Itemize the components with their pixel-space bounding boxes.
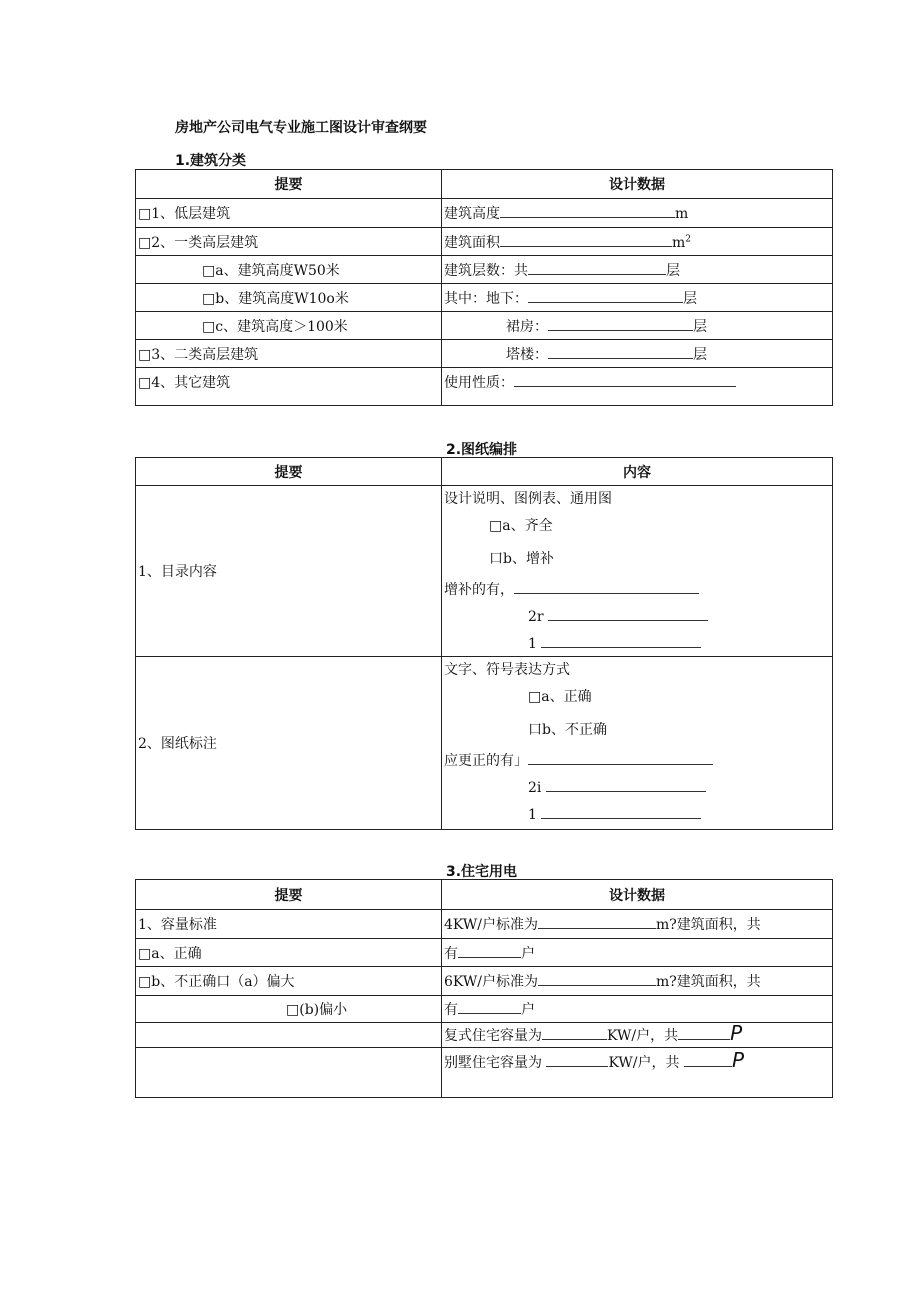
building-area-unit-sup: 2 xyxy=(685,233,692,244)
underground-floors-label: 其中：地下： xyxy=(444,290,528,307)
tower-floors-field[interactable] xyxy=(442,340,833,368)
other-building-option[interactable]: □4、其它建筑 xyxy=(136,368,442,406)
villa-capacity-field[interactable]: 别墅住宅容量为 KW/户，共 P xyxy=(442,1048,833,1098)
podium-floors-field[interactable] xyxy=(442,312,833,340)
header-design-data: 设计数据 xyxy=(442,880,833,910)
usage-label: 使用性质： xyxy=(444,375,514,391)
class1-highrise-option[interactable]: □2、一类高层建筑 xyxy=(136,228,442,256)
correction-item-2[interactable]: 2i xyxy=(528,779,706,796)
class2-highrise-option[interactable]: □3、二类高层建筑 xyxy=(136,340,442,368)
height-le-100-option[interactable]: □b、建筑高度W10o米 xyxy=(136,284,442,312)
section-2-title: 2.图纸编排 xyxy=(446,442,518,458)
drawing-annotation-cell xyxy=(442,657,833,830)
podium-floors-unit: 层 xyxy=(693,318,707,335)
supplement-item-1[interactable]: 1 xyxy=(528,635,701,652)
building-area-label: 建筑面积 xyxy=(444,234,500,251)
6kw-standard-field[interactable]: 6KW/户标准为 m?建筑面积，共 xyxy=(442,967,833,996)
height-gt-100-option[interactable]: □c、建筑高度＞100米 xyxy=(136,312,442,340)
residential-power-table xyxy=(135,879,833,1098)
capacity-low-option[interactable]: □(b)偏小 xyxy=(136,996,442,1023)
building-floors-unit: 层 xyxy=(666,262,680,279)
capacity-standard-label: 1、容量标准 xyxy=(136,910,442,939)
drawing-annotation-label: 2、图纸标注 xyxy=(136,657,442,830)
catalog-complete-option[interactable]: □a、齐全 xyxy=(489,518,553,534)
tower-floors-label: 塔楼： xyxy=(506,346,548,363)
building-height-unit: m xyxy=(675,206,689,222)
building-classification-table xyxy=(135,169,833,406)
supplement-items-field[interactable]: 增补的有， xyxy=(444,579,699,599)
annotation-correct-option[interactable]: □a、正确 xyxy=(528,689,592,705)
low-rise-option[interactable]: □1、低层建筑 xyxy=(136,199,442,228)
empty-cell xyxy=(136,1023,442,1048)
4kw-households-field[interactable]: 有 户 xyxy=(442,939,833,967)
building-height-field[interactable] xyxy=(442,199,833,228)
underground-floors-field[interactable] xyxy=(442,284,833,312)
catalog-content-label: 1、目录内容 xyxy=(136,486,442,657)
catalog-content-cell xyxy=(442,486,833,657)
building-height-label: 建筑高度 xyxy=(444,206,500,222)
capacity-incorrect-high-option[interactable]: □b、不正确口（a）偏大 xyxy=(136,967,442,996)
annotation-description: 文字、符号表达方式 xyxy=(444,662,570,678)
header-content: 内容 xyxy=(442,458,833,486)
corrections-field[interactable]: 应更正的有」 xyxy=(444,750,713,770)
duplex-capacity-field[interactable]: 复式住宅容量为 KW/户，共 P xyxy=(442,1023,833,1048)
annotation-incorrect-option[interactable]: 口b、不正确 xyxy=(528,722,607,738)
header-summary: 提要 xyxy=(136,458,442,486)
drawing-arrangement-table xyxy=(135,457,833,830)
document-title: 房地产公司电气专业施工图设计审查纲要 xyxy=(175,120,427,136)
section-3-title: 3.住宅用电 xyxy=(446,864,518,880)
4kw-standard-field[interactable]: 4KW/户标准为 m?建筑面积，共 xyxy=(442,910,833,939)
supplement-item-2[interactable]: 2r xyxy=(528,608,708,625)
header-design-data: 设计数据 xyxy=(442,170,833,199)
6kw-households-field[interactable]: 有 户 xyxy=(442,996,833,1023)
building-area-field[interactable] xyxy=(442,228,833,256)
empty-cell xyxy=(136,1048,442,1098)
usage-field[interactable] xyxy=(442,368,833,406)
building-area-unit: m xyxy=(672,234,686,251)
catalog-description: 设计说明、图例表、通用图 xyxy=(444,491,612,507)
section-1-title: 1.建筑分类 xyxy=(175,153,247,169)
header-summary: 提要 xyxy=(136,170,442,199)
catalog-supplement-option[interactable]: 口b、增补 xyxy=(489,551,554,567)
height-le-50-option[interactable]: □a、建筑高度W50米 xyxy=(136,256,442,284)
header-summary: 提要 xyxy=(136,880,442,910)
underground-floors-unit: 层 xyxy=(683,290,697,307)
tower-floors-unit: 层 xyxy=(693,346,707,363)
building-floors-field[interactable] xyxy=(442,256,833,284)
podium-floors-label: 裙房： xyxy=(506,318,548,335)
correction-item-1[interactable]: 1 xyxy=(528,806,701,823)
capacity-correct-option[interactable]: □a、正确 xyxy=(136,939,442,967)
building-floors-label: 建筑层数：共 xyxy=(444,262,528,279)
